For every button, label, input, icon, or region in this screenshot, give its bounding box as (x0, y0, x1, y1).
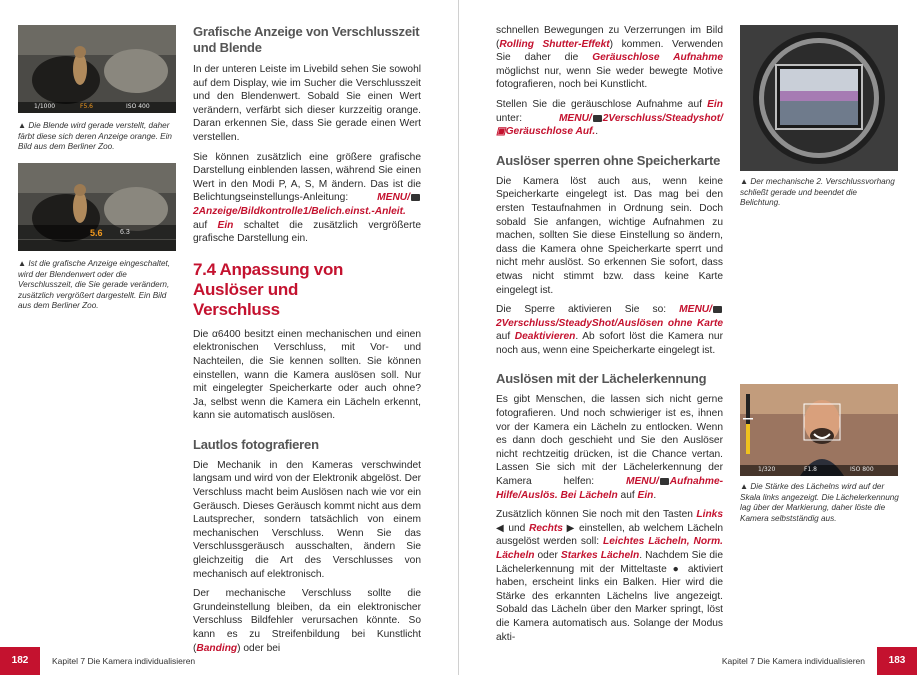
aperture-readout: F5.6 (80, 103, 93, 110)
menu-path-text: 2Verschluss/SteadyShot/Auslösen ohne Karte (496, 317, 723, 329)
caption-shutter: ▲ Der mechanische 2. Verschlussvorhang schließt gerade und beendet die Belichtung. (740, 177, 895, 208)
left-footer (0, 647, 458, 675)
text: . Nachdem Sie die Lächelerkennung mit der Mitteltaste ● aktiviert haben, erscheint links ein Balken. Hier wird die Stärke des erkannten Lächelns live angezeigt. Sobald das Lächeln über den Marker springt, löst die Kamera automatisch aus. Solange der Modus akti- (496, 550, 723, 643)
section-heading: 7.4 Anpassung von Auslöser und Verschluss (193, 259, 344, 319)
iso-readout: ISO 800 (850, 466, 874, 473)
paragraph (496, 24, 723, 92)
term-geraeuschlos: Geräuschlose Aufnahme (592, 52, 723, 64)
option-starkes-laecheln: Starkes Lächeln (560, 550, 640, 561)
paragraph: Die Mechanik in den Kameras verschwindet langsam und wird von der Elektronik abgelöst. Der Verschluss macht beim Auslösen nach wie vor ein Geräusch. Dieses Geräusch kommt nicht aus dem Lautsprecher, sondern tatsächlich von einem mechanischen Verschluss. Wenn Sie das Verschlussgeräusch ausschalten, ändern Sie gleichzeitig die Art des Verschlusses von mechanisch auf elektronisch. (193, 459, 421, 580)
text: schaltet die zusätzlich vergrößerte grafische Darstellung ein. (193, 219, 421, 245)
iso-readout: ISO 400 (126, 103, 150, 110)
heading-sperren: Auslöser sperren ohne Speicherkarte (496, 152, 721, 168)
menu-path-text: 2Verschluss/Steadyshot/▣Geräuschlose Auf. (496, 112, 723, 138)
camera-icon (660, 478, 669, 485)
menu-label: MENU/ (679, 304, 712, 316)
text: auf (617, 489, 638, 501)
chapter-title: Kapitel 7 Die Kamera individualisieren (721, 656, 865, 666)
text: unter: (496, 112, 559, 124)
text: Stellen Sie die geräuschlose Aufnahme auf (496, 98, 708, 110)
paragraph: Die Kamera löst auch aus, wenn keine Speicherkarte eingelegt ist. Das mag bei den ersten Testaufnahmen in Ordnung sein. Doch sobald Sie anfangen, wichtige Aufnahmen zu machen, sollten Sie diese Einstellung so ändern, dass die Kamera ohne Speicherkarte sperrt und nicht mehr auslöst. So erkennen Sie sofort, dass etwas nicht stimmt bzw. dass keine Karte eingelegt ist. (496, 175, 723, 296)
text: Die Sperre aktivieren Sie so: (496, 304, 680, 316)
shutter-photo (740, 25, 898, 171)
paragraph (496, 393, 723, 502)
caption-photo-1: ▲ Die Blende wird gerade verstellt, daher färbt diese sich deren Anzeige orange. Ein Bild aus dem Berliner Zoo. (18, 121, 172, 152)
option-smile-levels: Leichtes Lächeln, Norm. Lächeln (496, 536, 723, 561)
paragraph (496, 508, 723, 644)
menu-label: MENU/ (377, 192, 410, 204)
key-rechts: Rechts (528, 522, 563, 534)
menu-path-text: 2Anzeige/Bildkontrolle1/Belich.einst.-Anleit. (193, 205, 406, 217)
paragraph (496, 98, 723, 139)
page-number: 183 (877, 647, 917, 675)
caption-photo-2: ▲ Ist die grafische Anzeige eingeschaltet, wird der Blendenwert oder die Verschlusszeit, die Sie gerade verändern, zusätzlich vergrößert dargestellt. Ein Bild aus dem Berliner Zoo. (18, 259, 171, 311)
option-ein: Ein (637, 489, 654, 501)
term-banding: Banding (196, 642, 238, 654)
text: Es gibt Menschen, die lassen sich nicht gerne fotografieren. Und noch schwieriger ist es, ihnen vor der Kamera ein Lächeln zu entlocken. Wenn es dann doch geschieht und Sie den Auslöser nicht rechtzeitig drücken, ist die Chance vertan. Lassen Sie sich mit der Lächelerkennung der Kamera helfen: (496, 394, 723, 488)
option-ein: Ein (217, 219, 234, 231)
text: . (595, 126, 599, 138)
text: ▶ einstellen, ab welchem Lächeln ausgelöst werden soll: (496, 522, 724, 548)
text: . Ab sofort löst die Kamera nur noch aus, wenn eine Speicherkarte eingelegt ist. (496, 331, 723, 356)
text: oder (534, 550, 561, 561)
option-deaktivieren: Deaktivieren (514, 331, 576, 343)
text: ) oder bei (237, 642, 281, 654)
aperture-big-value: 5.6 (90, 228, 103, 238)
paragraph (193, 151, 421, 246)
smile-photo-image (740, 384, 898, 476)
text: auf (193, 219, 218, 231)
shutter-readout: 1/320 (758, 466, 776, 473)
heading-laecheln: Auslösen mit der Lächelerkennung (496, 371, 707, 387)
meerkat-photo-1 (18, 25, 176, 113)
key-links: Links (696, 509, 723, 521)
text: Der mechanische Verschluss sollte die Grundeinstellung bleiben, da ein elektronischer Verschluss Bildfehler verursachen könnte. So kann es zu Streifenbildung bei Kunstlicht ( (193, 588, 421, 654)
menu-label: MENU/ (625, 476, 659, 488)
paragraph: Die α6400 besitzt einen mechanischen und einen elektronischen Verschluss, mit Vor- und Nachteilen, die Sie kennen sollten. Sie können einstellen, wann die Kamera auslösen soll. Nur mit eingelegter Speicherkarte oder auch ohne? Ja, selbst wenn die Kamera ein Lächeln erkennt, kann sie automatisch auslösen. (193, 328, 421, 422)
page-number: 182 (0, 647, 40, 675)
caption-smile: ▲ Die Stärke des Lächelns wird auf der Skala links angezeigt. Die Lächelerkennung lag über der Markierung, daher löste die Kamera selbstständig aus. (740, 482, 899, 523)
term-rolling-shutter: Rolling Shutter-Effekt (499, 38, 610, 50)
photo-status-strip (740, 465, 898, 476)
paragraph (496, 303, 723, 357)
left-page (0, 0, 458, 675)
text: schnellen Bewegungen zu Verzerrungen im Bild ( (496, 25, 723, 50)
text: auf (496, 331, 515, 343)
aperture-readout: F1.8 (804, 466, 817, 473)
paragraph (193, 587, 421, 655)
right-page (459, 0, 917, 675)
meerkat-photo-1-image (18, 25, 176, 113)
photo-status-strip (18, 102, 176, 113)
menu-path-text: Aufnahme-Hilfe/Auslös. Bei Lächeln (496, 476, 723, 501)
chapter-title: Kapitel 7 Die Kamera individualisieren (52, 656, 196, 666)
camera-icon (411, 194, 420, 201)
camera-icon (593, 115, 602, 122)
meerkat-photo-2 (18, 163, 176, 251)
right-text-column (496, 24, 723, 650)
right-footer (459, 647, 917, 675)
text: ◀ und (496, 522, 529, 534)
shutter-photo-image (740, 25, 898, 171)
photo-status-strip (18, 240, 176, 251)
text: . (653, 489, 657, 501)
text: möglichst nur, wenn Sie weder bewegte Motive fotografieren, noch bei Kunstlicht. (496, 65, 723, 91)
smile-photo (740, 384, 898, 476)
option-ein: Ein (707, 98, 723, 110)
text: Zusätzlich können Sie noch mit den Tasten (496, 509, 697, 521)
left-text-column (193, 24, 421, 661)
text: ) kommen. Verwenden Sie daher die (496, 38, 723, 64)
aperture-next-value: 6.3 (120, 229, 130, 236)
text: Sie können zusätzlich eine größere grafische Darstellung einblenden lassen, während Sie einen Wert in den Modi P, A, S, M ändern. Das ist die Belichtungseinstellungs-Anleitung: (193, 151, 421, 204)
menu-label: MENU/ (558, 112, 592, 124)
paragraph: In der unteren Leiste im Livebild sehen Sie sowohl auf dem Display, wie im Sucher die Verschlusszeit und den Blendenwert. Sobald Sie einen Wert verändern, verfärbt sich dieser kurzzeitig orange. Daran erkennen Sie, dass Sie gerade einen Wert verstellen. (193, 64, 421, 143)
shutter-readout: 1/1000 (34, 103, 56, 110)
heading-grafische-anzeige: Grafische Anzeige von Verschlusszeit und Blende (193, 24, 420, 55)
camera-icon (713, 306, 722, 313)
heading-lautlos: Lautlos fotografieren (193, 436, 319, 452)
